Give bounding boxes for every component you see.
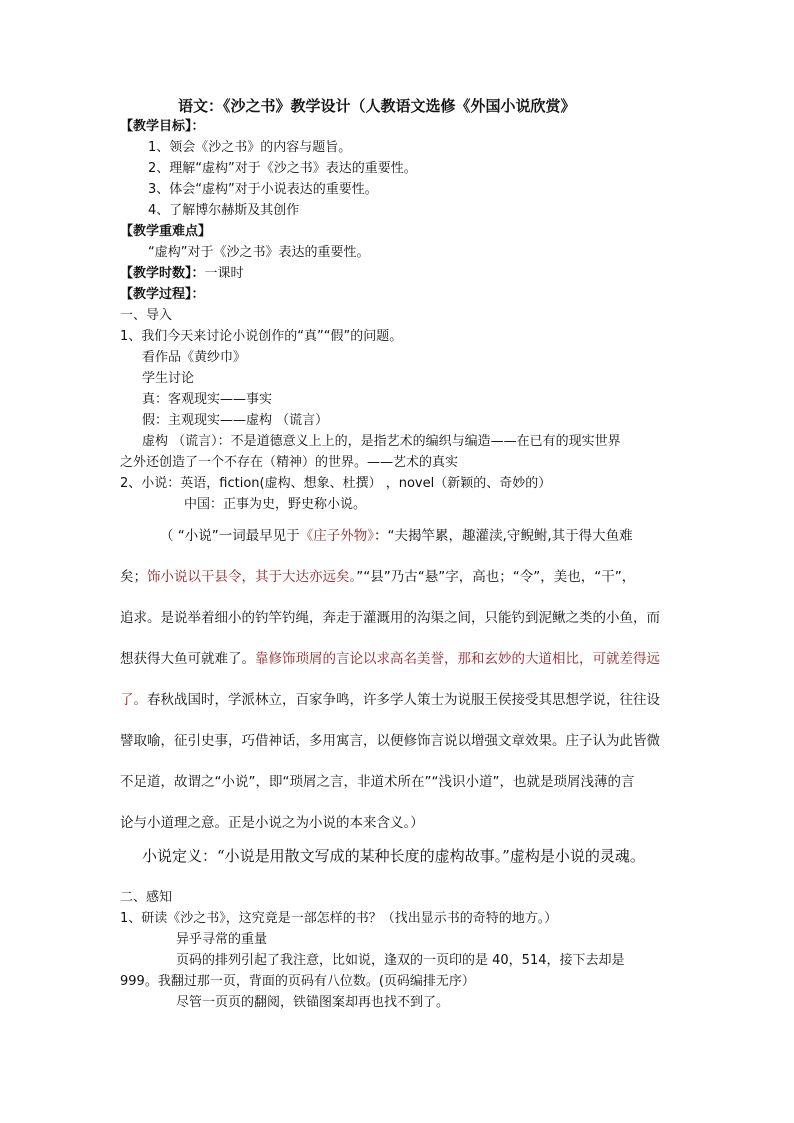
document-title: 语文：《沙之书》教学设计（人教语文选修《外国小说欣赏》 (178, 97, 576, 115)
perception-line: 尽管一页页的翻阅，铁锚图案却再也找不到了。 (176, 995, 450, 1010)
quote-line: 了。春秋战国时，学派林立，百家争鸣，许多学人策士为说服王侯接受其思想学说，往往设 (120, 692, 660, 708)
goal-item: 1、领会《沙之书》的内容与题旨。 (148, 140, 352, 155)
intro-line: 2、小说：英语，fiction(虚构、想象、杜撰） ，novel（新颖的、奇妙的） (120, 476, 552, 491)
perception-line: 异乎寻常的重量 (176, 932, 268, 947)
quote-line: 追求。是说举着细小的钓竿钓绳，奔走于灌溉用的沟渠之间，只能钓到泥鳅之类的小鱼，而 (120, 610, 660, 626)
intro-line: 虚构 （谎言）：不是道德意义上上的，是指艺术的编织与编造——在已有的现实世界 (142, 434, 621, 449)
intro-line: 真：客观现实——事实 (142, 392, 273, 407)
intro-line: 1、我们今天来讨论小说创作的“真”“假”的问题。 (120, 329, 403, 344)
quote-line: 论与小道理之意。正是小说之为小说的本来含义。） (120, 815, 424, 831)
hours-value: 一课时 (204, 266, 244, 281)
perception-line: 1、研读《沙之书》，这究竟是一部怎样的书？（找出显示书的奇特的地方。） (120, 911, 558, 926)
goal-item: 4、了解博尔赫斯及其创作 (148, 203, 300, 218)
intro-line: 看作品《黄纱巾》 (142, 350, 247, 365)
section-heading-intro: 一、导入 (120, 308, 173, 323)
key-heading: 【教学重难点】 (120, 224, 212, 239)
hours-heading: 【教学时数】： (120, 266, 205, 281)
intro-line: 之外还创造了一个不存在（精神）的世界。——艺术的真实 (120, 455, 459, 470)
goals-heading: 【教学目标】： (120, 119, 205, 134)
hours-line (120, 264, 244, 284)
goal-item: 3、体会“虚构”对于小说表达的重要性。 (148, 182, 378, 197)
intro-line: 假：主观现实——虚构 （谎言） (142, 413, 329, 428)
process-heading: 【教学过程】： (120, 287, 205, 302)
key-text: “虚构”对于《沙之书》表达的重要性。 (148, 245, 370, 260)
quote-line: 矣；饰小说以干县令，其于大达亦远矣。”“县”乃古“悬”字，高也；“令”，美也，“干”， (120, 569, 636, 585)
perception-line: 页码的排列引起了我注意，比如说，逢双的一页印的是 40，514，接下去却是 (176, 953, 625, 968)
goal-item: 2、理解“虚构”对于《沙之书》表达的重要性。 (148, 161, 417, 176)
intro-line: 中国：正事为史，野史称小说。 (184, 497, 367, 512)
quote-line: （ “小说”一词最早见于《庄子外物》：“夫揭竿累，趣灌渎,守鲵鲋,其于得大鱼难 (160, 528, 633, 544)
quote-line: 不足道，故谓之“小说”，即“琐屑之言，非道术所在”“浅识小道”，也就是琐屑浅薄的言 (120, 774, 635, 790)
section-heading-perception: 二、感知 (120, 890, 173, 905)
quote-line: 想获得大鱼可就难了。靠修饰琐屑的言论以求高名美誉，那和玄妙的大道相比，可就差得远 (120, 651, 660, 667)
intro-line: 学生讨论 (142, 371, 195, 386)
novel-definition: 小说定义：“小说是用散文写成的某种长度的虚构故事。”虚构是小说的灵魂。 (142, 847, 645, 865)
perception-line: 999。我翻过那一页，背面的页码有八位数。(页码编排无序） (120, 974, 475, 989)
quote-line: 譬取喻，征引史事，巧借神话，多用寓言，以便修饰言说以增强文章效果。庄子认为此皆微 (120, 733, 660, 749)
